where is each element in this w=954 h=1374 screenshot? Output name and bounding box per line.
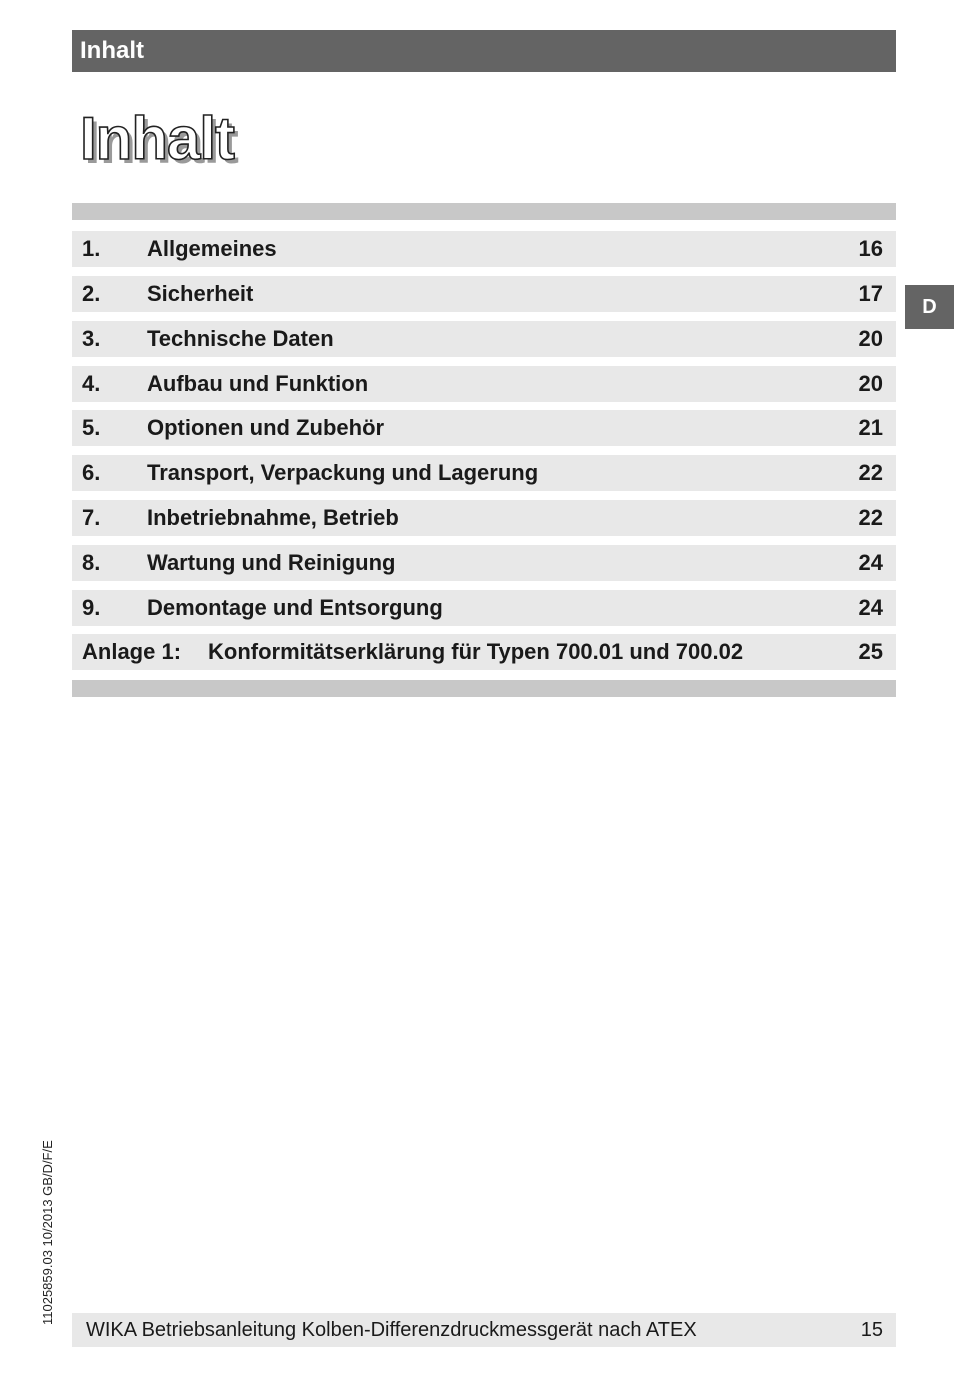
toc-number: 3.	[82, 326, 101, 351]
toc-page: 24	[858, 550, 883, 575]
toc-number: 2.	[82, 281, 101, 306]
toc-number: 6.	[82, 460, 101, 485]
toc-title: Allgemeines	[147, 236, 277, 261]
footer-page-number: 15	[860, 1319, 883, 1341]
toc-number: 8.	[82, 550, 101, 575]
toc-page: 17	[858, 281, 883, 306]
toc-row[interactable]	[72, 321, 896, 357]
toc-page: 16	[858, 236, 883, 261]
page-footer	[72, 1313, 896, 1347]
toc-number: 9.	[82, 595, 101, 620]
divider-top	[72, 203, 896, 220]
toc-title: Sicherheit	[147, 281, 254, 306]
toc-title: Technische Daten	[147, 326, 334, 351]
toc-title: Transport, Verpackung und Lagerung	[147, 460, 539, 485]
toc-title: Optionen und Zubehör	[147, 415, 385, 440]
section-header: Inhalt	[72, 30, 896, 72]
toc-page: 20	[858, 371, 883, 396]
toc-title: Aufbau und Funktion	[147, 371, 369, 396]
toc-title: Konformitätserklärung für Typen 700.01 und 700.02	[208, 639, 744, 664]
footer-text: WIKA Betriebsanleitung Kolben-Differenzdruckmessgerät nach ATEX	[86, 1319, 697, 1341]
toc-page: 20	[858, 326, 883, 351]
toc-row[interactable]	[72, 231, 896, 267]
toc-row[interactable]	[72, 410, 896, 446]
divider-bottom	[72, 680, 896, 697]
toc-number: 1.	[82, 236, 101, 261]
toc-page: 21	[858, 415, 883, 440]
toc-row[interactable]	[72, 500, 896, 536]
toc-page: 24	[858, 595, 883, 620]
toc-number: 4.	[82, 371, 101, 396]
document-code: 11025859.03 10/2013 GB/D/F/E	[40, 1140, 55, 1325]
toc-row[interactable]	[72, 545, 896, 581]
toc-page: 25	[858, 639, 883, 664]
toc-title: Demontage und Entsorgung	[147, 595, 443, 620]
toc-page: 22	[858, 460, 883, 485]
toc-row[interactable]	[72, 590, 896, 626]
toc-row[interactable]	[72, 634, 896, 670]
toc-row[interactable]	[72, 455, 896, 491]
toc-page: 22	[858, 505, 883, 530]
toc-title: Wartung und Reinigung	[147, 550, 396, 575]
toc-row[interactable]	[72, 366, 896, 402]
toc-row[interactable]	[72, 276, 896, 312]
page-title: Inhalt	[80, 105, 234, 172]
toc-title: Inbetriebnahme, Betrieb	[147, 505, 399, 530]
toc-number: 5.	[82, 415, 101, 440]
toc-number: 7.	[82, 505, 101, 530]
toc-number: Anlage 1:	[82, 639, 182, 664]
language-tab: D	[905, 285, 954, 329]
